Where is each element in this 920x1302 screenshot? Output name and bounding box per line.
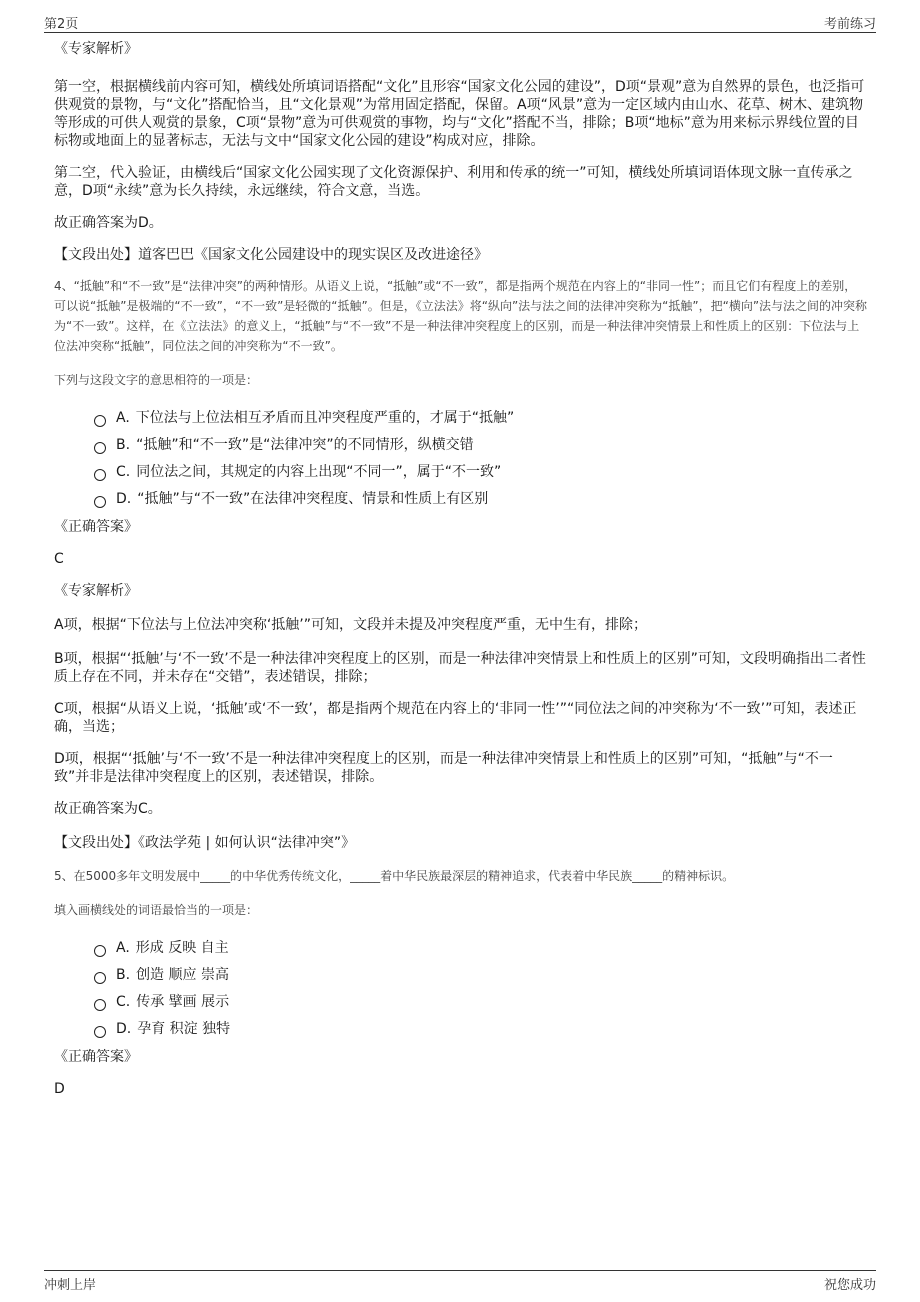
q4-option-b[interactable]: B. “抵触”和“不一致”是“法律冲突”的不同情形，纵横交错 [94,431,868,458]
q5-answer: D [54,1081,65,1097]
q4-option-c[interactable]: C. 同位法之间，其规定的内容上出现“不同一”，属于“不一致” [94,458,868,485]
q4-stem: 4、“抵触”和“不一致”是“法律冲突”的两种情形。从语义上说，“抵触”或“不一致”，都是指两个规范在内容上的“非同一性”；而且它们有程度上的差别，可以说“抵触”是极端的“不一致”，“不一致”是轻微的“抵触”。但是，《立法法》将“纵向”法与法之间的法律冲突称为“抵触”，把“横向”法与法之间的冲突称为“不一致”。这样，在《立法法》的意义上，“抵触”与“不一致”不是一种法律冲突程度上的区别，而是一种法律冲突情景上和性质上的区别：下位法与上位法冲突称“抵触”，同位法之间的冲突称为“不一致”。 [54,279,868,353]
radio-icon[interactable] [94,469,106,481]
q5-option-c[interactable]: C. 传承 擘画 展示 [94,988,868,1015]
page-content [54,40,868,1112]
footer-left: 冲刺上岸 [44,1278,97,1293]
page-header [44,10,876,33]
q4-option-a[interactable]: A. 下位法与上位法相互矛盾而且冲突程度严重的，才属于“抵触” [94,404,868,431]
q4-analysis-a: A项，根据“下位法与上位法冲突称‘抵触’”可知，文段并未提及冲突程度严重，无中生有，排除； [54,617,647,633]
q4-conclusion: 故正确答案为C。 [54,801,162,817]
q4-analysis-b: B项，根据“‘抵触’与‘不一致’不是一种法律冲突程度上的区别，而是一种法律冲突情景上和性质上的区别”可知，文段明确指出二者性质上存在不同，并未存在“交错”，表述错误，排除； [54,651,866,685]
radio-icon[interactable] [94,415,106,427]
q5-stem: 5、在5000多年文明发展中_____的中华优秀传统文化，_____着中华民族最深层的精神追求，代表着中华民族_____的精神标识。 [54,869,735,883]
radio-icon[interactable] [94,1026,106,1038]
q5-option-b[interactable]: B. 创造 顺应 崇高 [94,961,868,988]
q4-analysis-d: D项，根据“‘抵触’与‘不一致’不是一种法律冲突程度上的区别，而是一种法律冲突情景上和性质上的区别”可知，“抵触”与“不一致”并非是法律冲突程度上的区别，表述错误，排除。 [54,751,833,785]
q4-source: 【文段出处】《政法学苑 | 如何认识“法律冲突”》 [54,835,356,851]
radio-icon[interactable] [94,945,106,957]
q5-option-d[interactable]: D. 孕育 积淀 独特 [94,1015,868,1042]
q4-answer-label: 《正确答案》 [54,519,138,535]
q4-prompt: 下列与这段文字的意思相符的一项是： [54,373,259,387]
q5-option-a[interactable]: A. 形成 反映 自主 [94,934,868,961]
radio-icon[interactable] [94,496,106,508]
q3-analysis-label: 《专家解析》 [54,41,138,57]
radio-icon[interactable] [94,972,106,984]
q4-analysis-c: C项，根据“从语义上说，‘抵触’或‘不一致’，都是指两个规范在内容上的‘非同一性’”“同位法之间的冲突称为‘不一致’”可知，表述正确，当选； [54,701,857,735]
q4-options [94,404,868,512]
q4-analysis-label: 《专家解析》 [54,583,138,599]
header-title: 考前练习 [823,17,876,32]
page-number: 第2页 [44,17,79,32]
radio-icon[interactable] [94,999,106,1011]
q3-analysis-para1: 第一空，根据横线前内容可知，横线处所填词语搭配“文化”且形容“国家文化公园的建设”，D项“景观”意为自然界的景色，也泛指可供观赏的景物，与“文化”搭配恰当，且“文化景观”为常用固定搭配，保留。A项“风景”意为一定区域内由山水、花草、树木、建筑物等形成的可供人观赏的景象，C项“景物”意为可供观赏的事物，均与“文化”搭配不当，排除；B项“地标”意为用来标示界线位置的目标物或地面上的显著标志，无法与文中“国家文化公园的建设”构成对应，排除。 [54,79,865,149]
q5-answer-label: 《正确答案》 [54,1049,138,1065]
q3-source: 【文段出处】道客巴巴《国家文化公园建设中的现实误区及改进途径》 [54,247,488,263]
footer-right: 祝您成功 [823,1278,876,1293]
q3-conclusion: 故正确答案为D。 [54,215,163,231]
page-footer [44,1270,876,1293]
q5-prompt: 填入画横线处的词语最恰当的一项是： [54,903,259,917]
q3-analysis-para2: 第二空，代入验证，由横线后“国家文化公园实现了文化资源保护、利用和传承的统一”可知，横线处所填词语体现文脉一直传承之意，D项“永续”意为长久持续，永远继续，符合文意，当选。 [54,165,853,199]
q4-answer: C [54,551,64,567]
q4-option-d[interactable]: D. “抵触”与“不一致”在法律冲突程度、情景和性质上有区别 [94,485,868,512]
radio-icon[interactable] [94,442,106,454]
q5-options [94,934,868,1042]
